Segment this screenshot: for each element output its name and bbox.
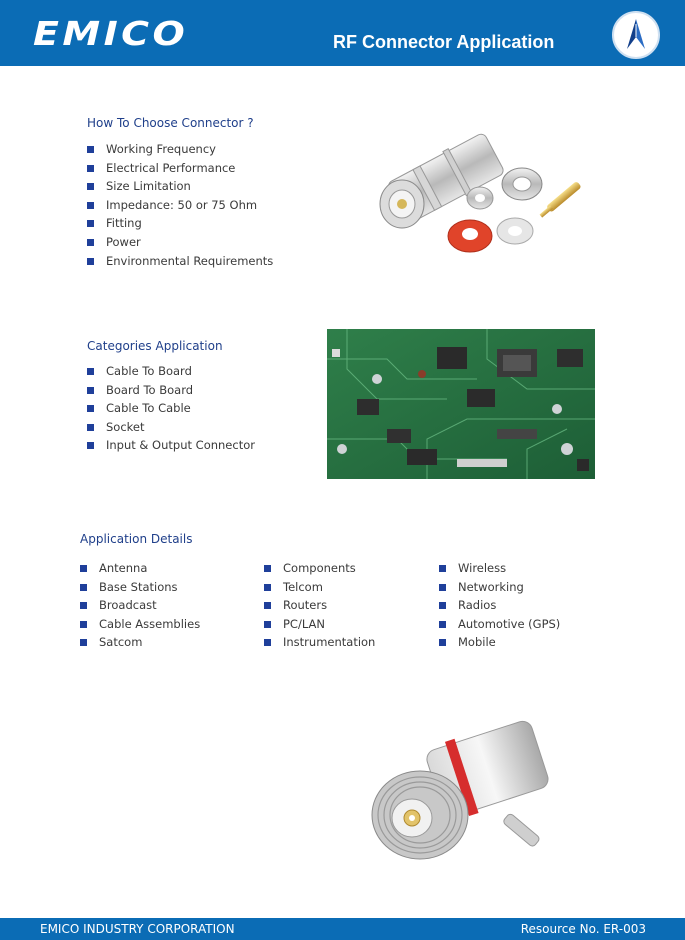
list-item: Antenna — [80, 559, 200, 578]
footer-company: EMICO INDUSTRY CORPORATION — [40, 922, 235, 936]
square-bullet-icon — [264, 639, 271, 646]
categories-list — [87, 362, 255, 455]
square-bullet-icon — [87, 424, 94, 431]
list-item: Base Stations — [80, 578, 200, 597]
list-item: Board To Board — [87, 381, 255, 400]
list-item: Size Limitation — [87, 177, 273, 196]
list-item: PC/LAN — [264, 615, 375, 634]
list-item: Fitting — [87, 214, 273, 233]
square-bullet-icon — [87, 258, 94, 265]
square-bullet-icon — [87, 239, 94, 246]
square-bullet-icon — [87, 146, 94, 153]
square-bullet-icon — [264, 584, 271, 591]
details-section-title: Application Details — [80, 532, 193, 546]
square-bullet-icon — [87, 368, 94, 375]
list-item: Satcom — [80, 633, 200, 652]
list-item: Power — [87, 233, 273, 252]
list-item: Mobile — [439, 633, 560, 652]
square-bullet-icon — [80, 602, 87, 609]
list-item: Cable To Cable — [87, 399, 255, 418]
square-bullet-icon — [439, 621, 446, 628]
square-bullet-icon — [87, 220, 94, 227]
list-item: Components — [264, 559, 375, 578]
list-item: Environmental Requirements — [87, 252, 273, 271]
choose-list — [87, 140, 273, 270]
square-bullet-icon — [264, 602, 271, 609]
header-bar — [0, 0, 685, 66]
list-item: Routers — [264, 596, 375, 615]
square-bullet-icon — [87, 405, 94, 412]
square-bullet-icon — [264, 565, 271, 572]
list-item: Cable Assemblies — [80, 615, 200, 634]
emico-logo: EMICO — [33, 14, 189, 53]
square-bullet-icon — [439, 639, 446, 646]
list-item: Automotive (GPS) — [439, 615, 560, 634]
details-col3-list — [439, 559, 560, 652]
right-angle-connector-image — [340, 720, 580, 880]
circuit-board-image — [327, 329, 595, 479]
list-item: Impedance: 50 or 75 Ohm — [87, 196, 273, 215]
square-bullet-icon — [439, 565, 446, 572]
square-bullet-icon — [87, 387, 94, 394]
list-item: Cable To Board — [87, 362, 255, 381]
list-item: Radios — [439, 596, 560, 615]
footer-bar — [0, 918, 685, 940]
list-item: Wireless — [439, 559, 560, 578]
square-bullet-icon — [87, 183, 94, 190]
compass-emblem-icon — [612, 11, 660, 59]
square-bullet-icon — [264, 621, 271, 628]
square-bullet-icon — [87, 165, 94, 172]
categories-section-title: Categories Application — [87, 339, 223, 353]
square-bullet-icon — [439, 602, 446, 609]
square-bullet-icon — [80, 621, 87, 628]
list-item: Networking — [439, 578, 560, 597]
list-item: Electrical Performance — [87, 159, 273, 178]
list-item: Broadcast — [80, 596, 200, 615]
footer-resource-number: Resource No. ER-003 — [520, 922, 646, 936]
list-item: Input & Output Connector — [87, 436, 255, 455]
list-item: Instrumentation — [264, 633, 375, 652]
square-bullet-icon — [80, 565, 87, 572]
square-bullet-icon — [87, 202, 94, 209]
list-item: Telcom — [264, 578, 375, 597]
details-col2-list — [264, 559, 375, 652]
square-bullet-icon — [439, 584, 446, 591]
square-bullet-icon — [80, 584, 87, 591]
square-bullet-icon — [87, 442, 94, 449]
page-title: RF Connector Application — [333, 32, 555, 52]
details-col1-list — [80, 559, 200, 652]
list-item: Working Frequency — [87, 140, 273, 159]
list-item: Socket — [87, 418, 255, 437]
square-bullet-icon — [80, 639, 87, 646]
choose-section-title: How To Choose Connector ? — [87, 116, 254, 130]
connector-kit-image — [360, 118, 608, 278]
